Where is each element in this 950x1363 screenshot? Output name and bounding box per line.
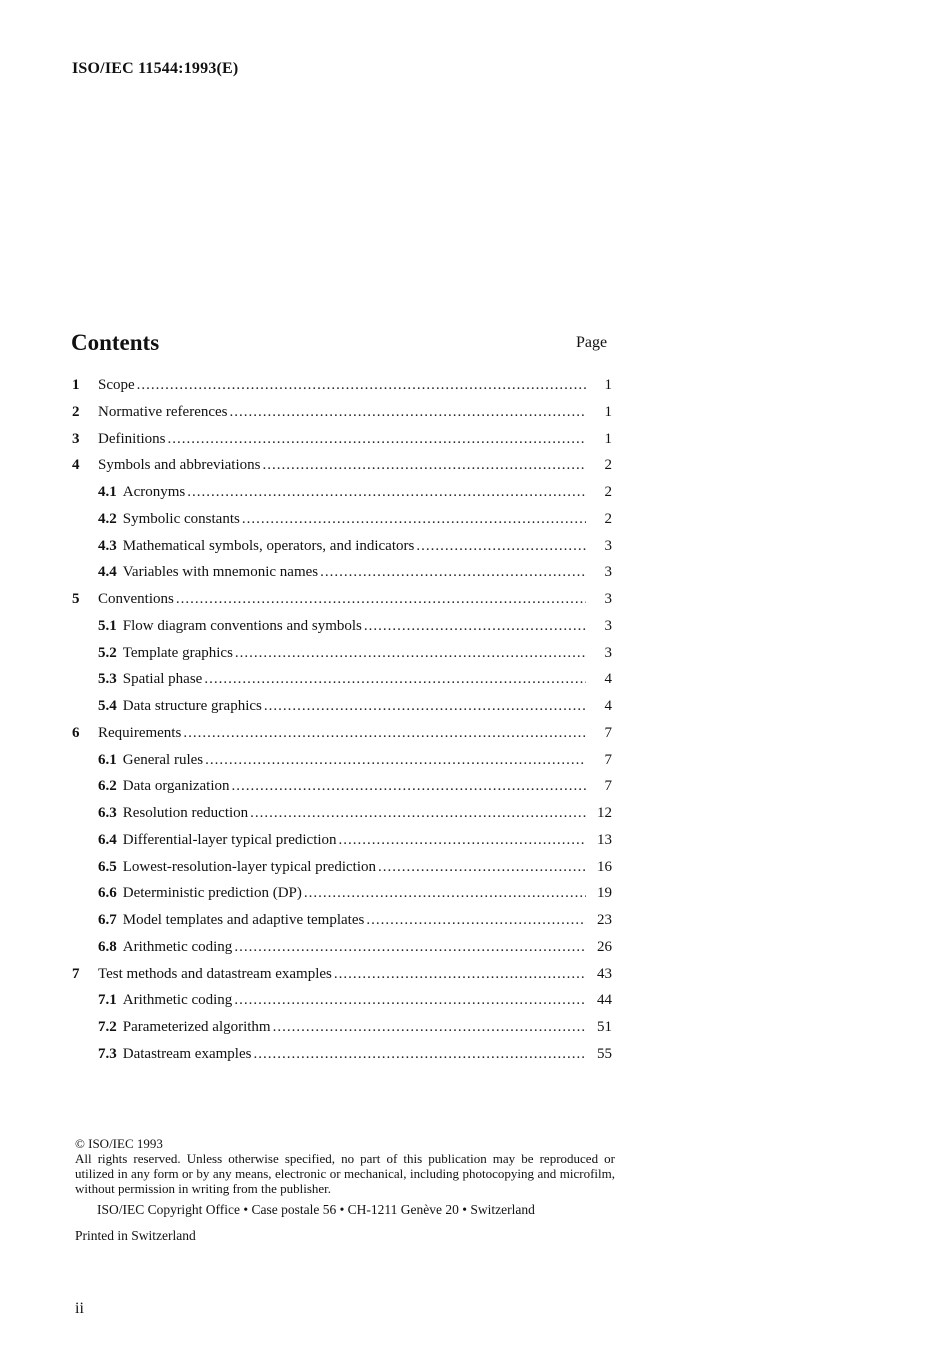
toc-entry-title: Deterministic prediction (DP) [122, 885, 302, 902]
toc-entry-title: Symbolic constants [122, 510, 240, 527]
toc-page-number: 1 [604, 430, 612, 447]
toc-entry-title: Conventions [98, 591, 174, 607]
toc-page-number: 3 [604, 564, 612, 581]
toc-entry-title: Definitions [98, 430, 166, 447]
toc-section-number: 1 [72, 377, 80, 393]
toc-subsection-number: 6.7 [98, 912, 117, 928]
toc-entry[interactable] [72, 533, 612, 560]
toc-entry[interactable] [72, 666, 612, 693]
toc-entry[interactable] [72, 747, 612, 774]
toc-entry-title: Lowest-resolution-layer typical prediction [122, 858, 376, 875]
toc-entry-line [98, 613, 586, 639]
toc-page-number: 16 [597, 858, 612, 875]
page-number: ii [75, 1300, 84, 1317]
toc-subsection-number: 7.1 [98, 992, 117, 1009]
toc-entry[interactable] [72, 961, 612, 988]
toc-subsection-number: 4.3 [98, 537, 117, 554]
toc-entry[interactable] [72, 399, 612, 426]
toc-section-number: 2 [72, 403, 80, 420]
toc-entry[interactable] [72, 372, 612, 399]
document-id-header: ISO/IEC 11544:1993(E) [72, 60, 239, 77]
toc-entry-title: Spatial phase [122, 671, 203, 688]
copyright-line: © ISO/IEC 1993 [75, 1136, 163, 1151]
toc-entry-line [98, 426, 586, 452]
toc-subsection-number: 6.1 [98, 751, 117, 768]
toc-leader-dots [378, 854, 586, 880]
contents-title: Contents [71, 330, 160, 355]
toc-entry[interactable] [72, 800, 612, 827]
toc-subsection-number: 4.2 [98, 510, 117, 527]
toc-entry[interactable] [72, 907, 612, 934]
toc-entry[interactable] [72, 586, 612, 613]
toc-entry-line [98, 961, 586, 987]
rights-statement: All rights reserved. Unless otherwise specified, no part of this publication may be reproduced or utilized in any form or by any means, electronic or mechanical, including photocopying and microfilm, without permission in writing from the publisher. [75, 1151, 615, 1196]
toc-entry-title: Symbols and abbreviations [98, 457, 261, 474]
toc-subsection-number: 6.6 [98, 885, 117, 902]
toc-subsection-number: 5.3 [98, 671, 117, 688]
toc-entry-title: Differential-layer typical prediction [122, 831, 337, 848]
toc-leader-dots [416, 533, 586, 559]
toc-entry[interactable] [72, 827, 612, 854]
toc-leader-dots [234, 934, 586, 960]
toc-entry-line [98, 934, 586, 960]
toc-entry-line [98, 586, 586, 612]
toc-entry[interactable] [72, 693, 612, 720]
toc-leader-dots [187, 479, 586, 505]
toc-page-number: 1 [604, 377, 612, 393]
toc-page-number: 19 [597, 885, 612, 902]
copyright-office-address: ISO/IEC Copyright Office • Case postale 56 • CH-1211 Genève 20 • Switzerland [97, 1202, 535, 1217]
page-column-label: Page [576, 334, 608, 351]
toc-page-number: 2 [604, 484, 612, 500]
toc-entry-line [98, 666, 586, 692]
toc-entry-line [98, 533, 586, 559]
toc-subsection-number: 7.2 [98, 1019, 117, 1035]
toc-leader-dots [205, 747, 586, 773]
toc-entry-line [98, 827, 586, 853]
toc-entry[interactable] [72, 1041, 612, 1068]
toc-entry-title: Arithmetic coding [122, 938, 233, 955]
toc-entry-title: Datastream examples [122, 1045, 252, 1062]
toc-entry[interactable] [72, 640, 612, 667]
toc-subsection-number: 5.4 [98, 698, 117, 714]
toc-entry[interactable] [72, 1014, 612, 1041]
toc-entry-line [98, 773, 586, 799]
toc-leader-dots [334, 961, 586, 987]
toc-subsection-number: 4.4 [98, 564, 117, 581]
toc-leader-dots [253, 1041, 586, 1067]
toc-entry[interactable] [72, 720, 612, 747]
toc-section-number: 4 [72, 457, 80, 474]
toc-entry-line [98, 907, 586, 933]
toc-entry-title: Arithmetic coding [122, 992, 233, 1009]
toc-entry-line [98, 880, 586, 906]
toc-leader-dots [230, 399, 586, 425]
toc-subsection-number: 6.4 [98, 831, 117, 848]
printed-in-statement: Printed in Switzerland [75, 1228, 196, 1243]
toc-entry-title: Acronyms [122, 484, 186, 500]
toc-entry-line [98, 800, 586, 826]
toc-entry[interactable] [72, 613, 612, 640]
toc-leader-dots [234, 987, 586, 1013]
toc-leader-dots [235, 640, 586, 666]
toc-entry[interactable] [72, 559, 612, 586]
toc-entry-line [98, 479, 586, 505]
toc-page-number: 13 [597, 831, 612, 848]
toc-subsection-number: 6.5 [98, 858, 117, 875]
toc-page-number: 3 [604, 617, 612, 634]
toc-leader-dots [320, 559, 586, 585]
toc-leader-dots [264, 693, 586, 719]
toc-entry-title: Mathematical symbols, operators, and indicators [122, 537, 415, 554]
toc-entry-line [98, 452, 586, 478]
toc-section-number: 6 [72, 724, 80, 741]
toc-entry-line [98, 1014, 586, 1040]
toc-leader-dots [364, 613, 586, 639]
toc-entry[interactable] [72, 987, 612, 1014]
toc-section-number: 5 [72, 591, 80, 607]
toc-subsection-number: 6.3 [98, 805, 117, 821]
toc-subsection-number: 4.1 [98, 484, 117, 500]
toc-entry-title: General rules [122, 751, 204, 768]
toc-leader-dots [304, 880, 586, 906]
toc-entry[interactable] [72, 773, 612, 800]
toc-entry-line [98, 987, 586, 1013]
copyright-notice [75, 1136, 615, 1196]
toc-page-number: 43 [597, 965, 612, 982]
toc-page-number: 44 [597, 992, 612, 1009]
toc-page-number: 3 [604, 537, 612, 554]
toc-page-number: 7 [604, 751, 612, 768]
toc-subsection-number: 7.3 [98, 1045, 117, 1062]
toc-page-number: 7 [604, 724, 612, 741]
toc-entry-line [98, 854, 586, 880]
toc-entry-title: Model templates and adaptive templates [122, 912, 365, 928]
toc-entry-title: Template graphics [122, 644, 233, 661]
toc-leader-dots [168, 426, 587, 452]
toc-page-number: 51 [597, 1019, 612, 1035]
toc-entry-title: Variables with mnemonic names [122, 564, 319, 581]
toc-leader-dots [250, 800, 586, 826]
toc-leader-dots [232, 773, 586, 799]
toc-page-number: 2 [604, 510, 612, 527]
toc-subsection-number: 6.2 [98, 778, 117, 795]
toc-page-number: 55 [597, 1045, 612, 1062]
toc-entry-title: Test methods and datastream examples [98, 965, 332, 982]
toc-page-number: 1 [604, 403, 612, 420]
table-of-contents [72, 372, 612, 1068]
toc-leader-dots [262, 452, 586, 478]
toc-leader-dots [183, 720, 586, 746]
toc-entry-line [98, 720, 586, 746]
toc-page-number: 4 [604, 698, 612, 714]
toc-leader-dots [204, 666, 586, 692]
toc-entry-line [98, 640, 586, 666]
toc-page-number: 4 [604, 671, 612, 688]
toc-entry[interactable] [72, 506, 612, 533]
toc-leader-dots [137, 372, 586, 398]
toc-leader-dots [273, 1014, 586, 1040]
toc-page-number: 23 [597, 912, 612, 928]
toc-entry-title: Requirements [98, 724, 182, 741]
toc-page-number: 3 [604, 591, 612, 607]
toc-page-number: 26 [597, 938, 612, 955]
toc-entry-line [98, 372, 586, 398]
toc-section-number: 3 [72, 430, 80, 447]
toc-entry-title: Flow diagram conventions and symbols [122, 617, 362, 634]
toc-page-number: 7 [604, 778, 612, 795]
toc-leader-dots [242, 506, 586, 532]
toc-entry-title: Normative references [98, 403, 228, 420]
toc-entry-title: Data organization [122, 778, 230, 795]
toc-entry[interactable] [72, 880, 612, 907]
toc-entry-line [98, 1041, 586, 1067]
toc-entry-line [98, 693, 586, 719]
toc-entry[interactable] [72, 426, 612, 453]
toc-entry[interactable] [72, 452, 612, 479]
toc-leader-dots [366, 907, 586, 933]
toc-entry-title: Scope [98, 377, 135, 393]
toc-subsection-number: 5.2 [98, 644, 117, 661]
toc-entry-title: Resolution reduction [122, 805, 249, 821]
toc-entry[interactable] [72, 854, 612, 881]
toc-entry-title: Data structure graphics [122, 698, 262, 714]
toc-page-number: 3 [604, 644, 612, 661]
toc-page-number: 2 [604, 457, 612, 474]
toc-entry-line [98, 559, 586, 585]
toc-subsection-number: 5.1 [98, 617, 117, 634]
toc-leader-dots [176, 586, 586, 612]
toc-entry[interactable] [72, 934, 612, 961]
toc-entry-title: Parameterized algorithm [122, 1019, 271, 1035]
toc-subsection-number: 6.8 [98, 938, 117, 955]
toc-entry[interactable] [72, 479, 612, 506]
toc-section-number: 7 [72, 965, 80, 982]
toc-entry-line [98, 399, 586, 425]
toc-page-number: 12 [597, 805, 612, 821]
toc-entry-line [98, 747, 586, 773]
toc-leader-dots [339, 827, 586, 853]
toc-entry-line [98, 506, 586, 532]
